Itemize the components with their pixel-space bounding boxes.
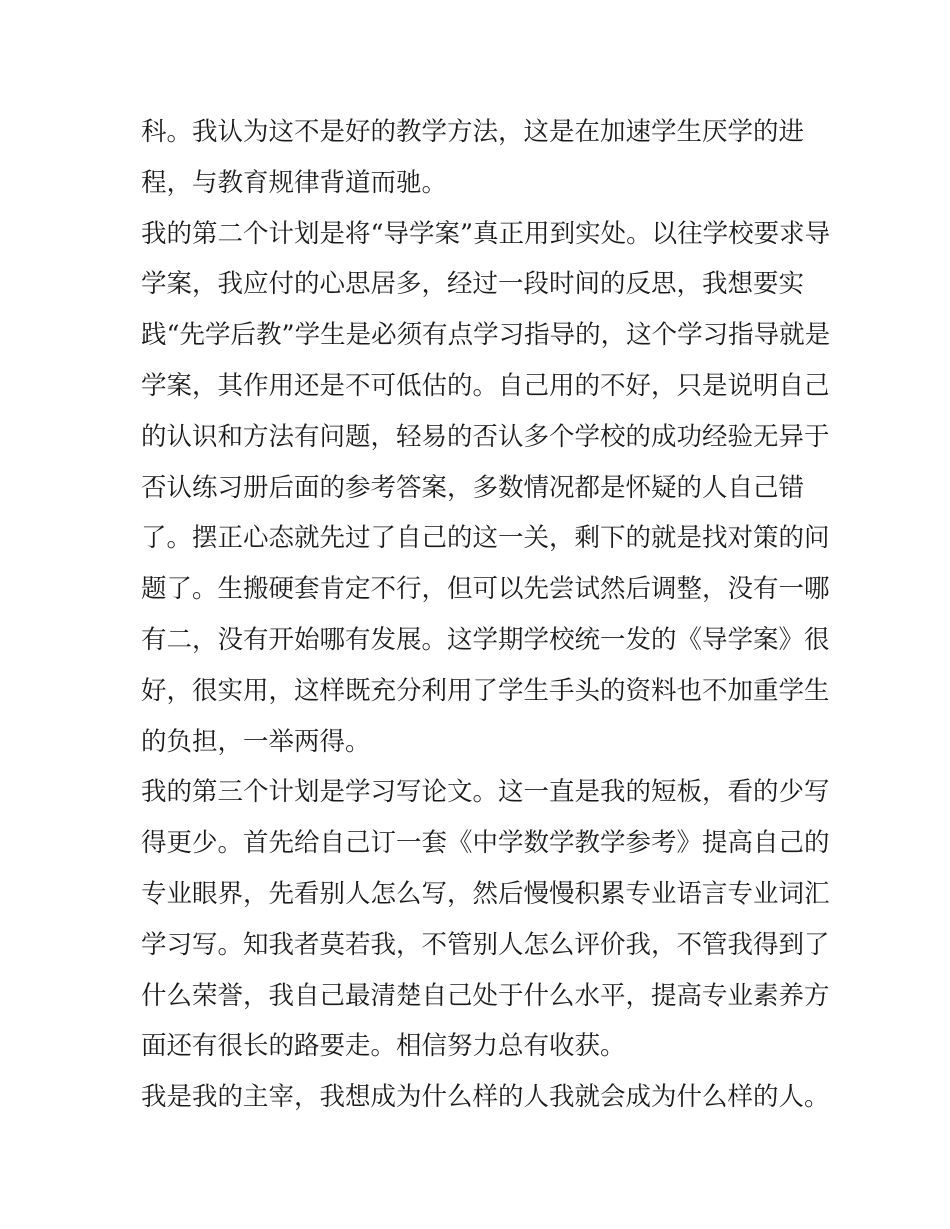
text-line: 了。摆正心态就先过了自己的这一关，剩下的就是找对策的问 [141,523,830,554]
text-line: 程，与教育规律背道而驰。 [141,167,448,198]
text-line: 学案，我应付的心思居多，经过一段时间的反思，我想要实 [141,269,805,300]
text-line: 什么荣誉，我自己最清楚自己处于什么水平，提高专业素养方 [141,980,830,1011]
text-line: 学习写。知我者莫若我，不管别人怎么评价我，不管我得到了 [141,929,830,960]
text-line: 面还有很长的路要走。相信努力总有收获。 [141,1031,626,1062]
document-body-text [141,107,831,1123]
text-line: 题了。生搬硬套肯定不行，但可以先尝试然后调整，没有一哪 [141,574,830,605]
text-line: 否认练习册后面的参考答案，多数情况都是怀疑的人自己错 [141,472,805,503]
text-line: 有二，没有开始哪有发展。这学期学校统一发的《导学案》很 [141,624,830,655]
text-line: 我的第三个计划是学习写论文。这一直是我的短板，看的少写 [141,777,830,808]
text-line: 好，很实用，这样既充分利用了学生手头的资料也不加重学生 [141,675,830,706]
text-line: 我的第二个计划是将“导学案”真正用到实处。以往学校要求导 [141,218,831,249]
text-line: 得更少。首先给自己订一套《中学数学教学参考》提高自己的 [141,828,830,859]
text-line: 科。我认为这不是好的教学方法，这是在加速学生厌学的进 [141,117,805,147]
text-line: 践“先学后教”学生是必须有点学习指导的，这个学习指导就是 [141,320,831,351]
text-line: 的认识和方法有问题，轻易的否认多个学校的成功经验无异于 [141,421,830,452]
text-line: 的负担，一举两得。 [141,726,371,757]
text-line: 学案，其作用还是不可低估的。自己用的不好，只是说明自己 [141,370,830,401]
text-line: 专业眼界，先看别人怎么写，然后慢慢积累专业语言专业词汇 [141,878,830,909]
text-line: 我是我的主宰，我想成为什么样的人我就会成为什么样的人。 [141,1082,830,1113]
